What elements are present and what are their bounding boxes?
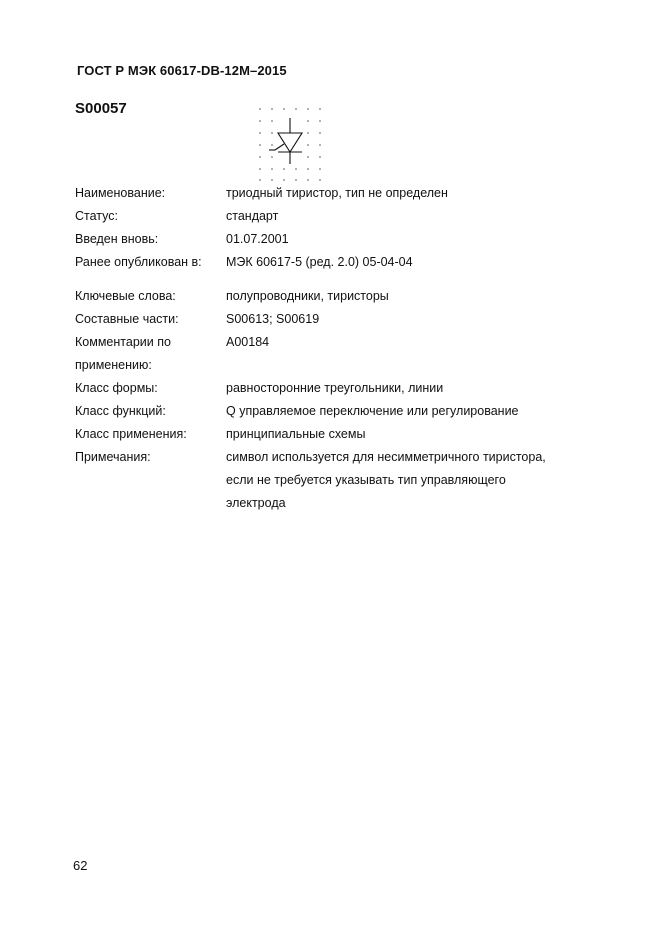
property-value: триодный тиристор, тип не определен bbox=[226, 186, 448, 200]
property-value: если не требуется указывать тип управляющего bbox=[226, 473, 506, 487]
property-label: Примечания: bbox=[75, 450, 151, 464]
property-label: Класс формы: bbox=[75, 381, 158, 395]
triangle bbox=[278, 133, 302, 152]
property-row bbox=[75, 308, 635, 331]
property-value: электрода bbox=[226, 496, 286, 510]
property-value: S00613; S00619 bbox=[226, 312, 320, 326]
property-row bbox=[75, 182, 635, 205]
property-value: 01.07.2001 bbox=[226, 232, 289, 246]
property-label: Введен вновь: bbox=[75, 232, 159, 246]
property-label: Класс функций: bbox=[75, 404, 166, 418]
property-label: Наименование: bbox=[75, 186, 166, 200]
document-header: ГОСТ Р МЭК 60617-DB-12M–2015 bbox=[77, 63, 287, 78]
property-value: стандарт bbox=[226, 209, 279, 223]
property-row bbox=[75, 492, 635, 515]
properties-main bbox=[75, 182, 635, 274]
property-label: Класс применения: bbox=[75, 427, 187, 441]
property-row bbox=[75, 228, 635, 251]
property-label: Комментарии по bbox=[75, 335, 171, 349]
property-label: Составные части: bbox=[75, 312, 179, 326]
property-row bbox=[75, 205, 635, 228]
property-value bbox=[226, 354, 635, 377]
property-value: Q управляемое переключение или регулирование bbox=[226, 404, 519, 418]
property-label bbox=[75, 469, 226, 492]
property-value: равносторонние треугольники, линии bbox=[226, 381, 444, 395]
property-row bbox=[75, 446, 635, 469]
property-value: МЭК 60617-5 (ред. 2.0) 05-04-04 bbox=[226, 255, 413, 269]
property-label: применению: bbox=[75, 358, 152, 372]
property-row bbox=[75, 377, 635, 400]
gate-diagonal bbox=[275, 144, 284, 150]
property-value: полупроводники, тиристоры bbox=[226, 289, 389, 303]
property-value: A00184 bbox=[226, 335, 270, 349]
property-label bbox=[75, 492, 226, 515]
property-value: символ используется для несимметричного тиристора, bbox=[226, 450, 546, 464]
property-row bbox=[75, 331, 635, 354]
property-row bbox=[75, 423, 635, 446]
page-number: 62 bbox=[73, 858, 88, 873]
property-label: Статус: bbox=[75, 209, 118, 223]
property-row bbox=[75, 354, 635, 377]
symbol-code: S00057 bbox=[75, 100, 127, 117]
property-row bbox=[75, 285, 635, 308]
property-row bbox=[75, 469, 635, 492]
properties-extra bbox=[75, 285, 635, 515]
property-label: Ключевые слова: bbox=[75, 289, 176, 303]
property-row bbox=[75, 400, 635, 423]
property-label: Ранее опубликован в: bbox=[75, 255, 202, 269]
property-row bbox=[75, 251, 635, 274]
property-value: принципиальные схемы bbox=[226, 427, 366, 441]
triode-thyristor-symbol-icon bbox=[255, 104, 325, 182]
